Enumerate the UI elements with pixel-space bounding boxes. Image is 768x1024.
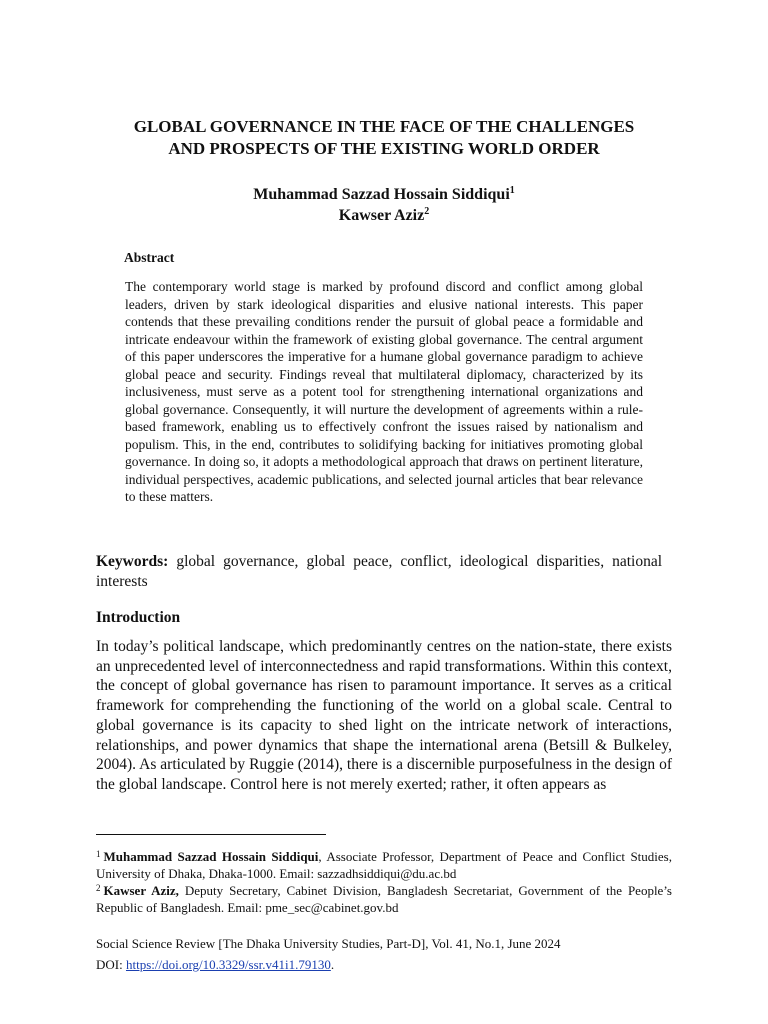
footnote-author-name: Kawser Aziz, (103, 883, 179, 898)
footnote-1 (96, 848, 672, 882)
keywords (96, 552, 662, 591)
footnote-mark: 2 (96, 883, 101, 893)
footnote-2 (96, 882, 672, 916)
journal-citation: Social Science Review [The Dhaka University Studies, Part-D], Vol. 41, No.1, June 2024 (96, 936, 561, 951)
keywords-label: Keywords: (96, 553, 169, 570)
footnote-mark: 1 (96, 849, 101, 859)
author-name: Muhammad Sazzad Hossain Siddiqui (253, 186, 510, 203)
doi-link[interactable]: https://doi.org/10.3329/ssr.v41i1.79130 (125, 957, 331, 972)
title-line-1: GLOBAL GOVERNANCE IN THE FACE OF THE CHALLENGES (133, 117, 635, 136)
title-line-2: AND PROSPECTS OF THE EXISTING WORLD ORDER (168, 139, 600, 158)
author-footnote-mark: 2 (424, 206, 430, 217)
doi-line (96, 956, 334, 973)
author-2 (80, 205, 688, 226)
doi-label: DOI: (96, 957, 126, 972)
introduction-text: In today’s political landscape, which predominantly centres on the nation-state, there exists an unprecedented level of interconnectedness and rapid transformations. Within this context, the concept of global governance has risen to paramount importance. It serves as a critical framework for comprehending the functioning of the world on a global scale. Central to global governance is its capacity to shed light on the intricate network of interactions, relationships, and power dynamics that shape the international arena (Betsill & Bulkeley, 2004). As articulated by Ruggie (2014), there is a discernible purposefulness in the design of the global landscape. Control here is not merely exerted; rather, it often appears as (96, 638, 672, 793)
introduction-heading: Introduction (96, 609, 181, 626)
keywords-text: global governance, global peace, conflict, ideological disparities, national interests (96, 553, 663, 590)
paper-title (80, 116, 688, 160)
abstract-heading: Abstract (124, 250, 175, 265)
author-list (80, 184, 688, 226)
footnote-text: , Associate Professor, Department of Peace and Conflict Studies, University of Dhaka, Dhaka-1000. Email: sazzadhsiddiqui@du.ac.bd (96, 849, 672, 881)
doi-suffix: . (330, 957, 335, 972)
footnote-author-name: Muhammad Sazzad Hossain Siddiqui (103, 849, 319, 864)
author-name: Kawser Aziz (338, 207, 425, 224)
author-footnote-mark: 1 (509, 185, 515, 196)
author-1 (80, 184, 688, 205)
footnote-text: Deputy Secretary, Cabinet Division, Bangladesh Secretariat, Government of the People’s Republic of Bangladesh. Email: pme_sec@cabinet.gov.bd (96, 883, 672, 915)
abstract-text: The contemporary world stage is marked by profound discord and conflict among global leaders, driven by stark ideological disparities and elusive national interests. This paper contends that these prevailing conditions render the pursuit of global peace a formidable and intricate endeavour within the framework of existing global governance. The central argument of this paper underscores the imperative for a humane global governance paradigm to achieve global peace and security. Findings reveal that multilateral diplomacy, characterized by its inclusiveness, must serve as a potent tool for strengthening international organizations and global governance. Consequently, it will nurture the development of agreements within a rule-based framework, enabling us to effectively confront the issues raised by nationalism and populism. This, in the end, contributes to solidifying backing for initiatives promoting global governance. In doing so, it adopts a methodological approach that draws on pertinent literature, individual perspectives, academic publications, and selected journal articles that bear relevance to these matters. (125, 279, 643, 504)
footnote-divider (96, 834, 326, 835)
